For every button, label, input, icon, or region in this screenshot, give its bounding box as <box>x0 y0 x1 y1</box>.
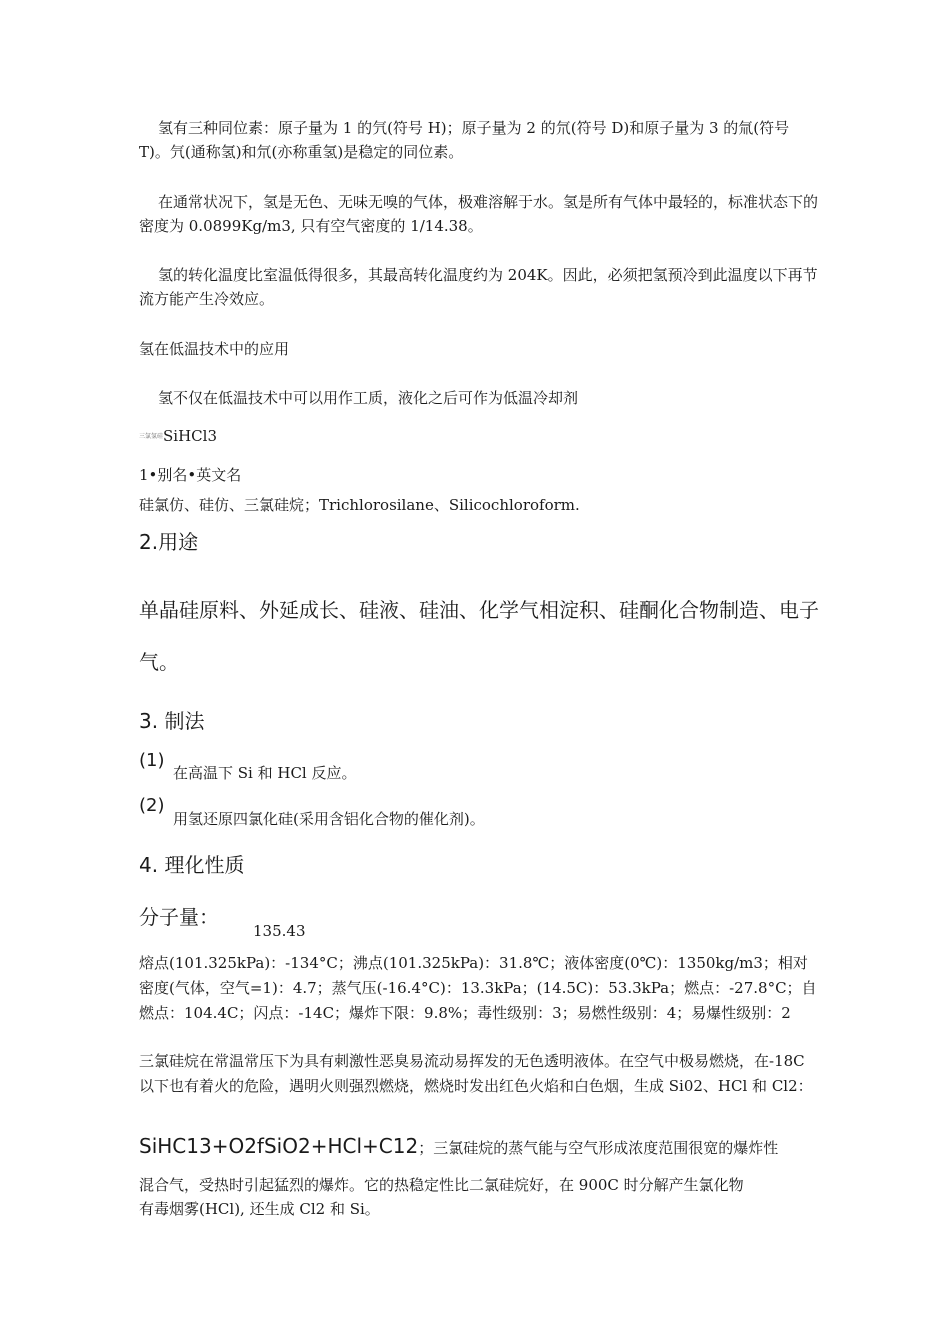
properties-text: 熔点(101.325kPa)：-134°C；沸点(101.325kPa)：31.8℃；液体密度(0℃)：1350kg/m3；相对密度(气体，空气=1)：4.7；蒸气压(-16.4°C)：13.3kPa；(14.5C)：53.3kPa；燃点：-27.8°C；自燃点：104.4C；闪点：-14C；爆炸下限：9.8%；毒性级别：3；易燃性级别：4；易爆性级别：2 <box>139 954 817 1022</box>
final-text-line-2: 有毒烟雾(HCl), 还生成 Cl2 和 Si。 <box>139 1200 380 1218</box>
section-title-low-temp: 氢在低温技术中的应用 <box>139 340 290 358</box>
tiny-prefix-text: 三氯氢硅 <box>139 433 164 440</box>
formula-title: SiHCl3 <box>163 427 217 445</box>
paragraph-low-temp-use: 氢不仅在低温技术中可以用作工质，液化之后可作为低温冷却剂 <box>158 389 579 407</box>
method-item-text: 在高温下 Si 和 HCl 反应。 <box>173 764 357 782</box>
method-heading: 3. 制法 <box>139 709 205 733</box>
properties-heading: 4. 理化性质 <box>139 853 245 877</box>
molecular-weight-value: 135.43 <box>253 922 306 940</box>
formula-title-line <box>139 424 819 449</box>
reaction-equation: SiHC13+O2fSiO2+HCl+C12 <box>139 1134 419 1158</box>
molecular-weight-label: 分子量： <box>139 905 219 929</box>
paragraph-hydrogen-isotopes: 氢有三种同位素：原子量为 1 的氕(符号 H)；原子量为 2 的氘(符号 D)和原子量为 3 的氚(符号 T)。氕(通称氢)和氘(亦称重氢)是稳定的同位素。 <box>139 119 790 161</box>
paragraph-hydrogen-properties: 在通常状况下，氢是无色、无味无嗅的气体，极难溶解于水。氢是所有气体中最轻的，标准状态下的密度为 0.0899Kg/m3, 只有空气密度的 1/14.38。 <box>139 193 819 235</box>
reaction-line <box>139 1134 819 1160</box>
method-item-number: (1) <box>139 750 165 771</box>
method-item-text: 用氢还原四氯化硅(采用含铝化合物的催化剂)。 <box>173 810 485 828</box>
description-text: 三氯硅烷在常温常压下为具有刺激性恶臭易流动易挥发的无色透明液体。在空气中极易燃烧，在-18C 以下也有着火的危险，遇明火则强烈燃烧，燃烧时发出红色火焰和白色烟，生成 Si02、HCl 和 Cl2： <box>139 1052 813 1095</box>
method-item-number: (2) <box>139 795 165 816</box>
alias-heading: 1•别名•英文名 <box>139 466 242 484</box>
reaction-after-text: ；三氯硅烷的蒸气能与空气形成浓度范围很宽的爆炸性 <box>418 1139 779 1157</box>
paragraph-conversion-temperature: 氢的转化温度比室温低得很多，其最高转化温度约为 204K。因此，必须把氢预冷到此温度以下再节流方能产生冷效应。 <box>139 266 818 308</box>
final-text-line-1: 混合气，受热时引起猛烈的爆炸。它的热稳定性比二氯硅烷好，在 900C 时分解产生氯化物 <box>139 1176 744 1194</box>
alias-text: 硅氯仿、硅仿、三氯硅烷；Trichlorosilane、Silicochloroform. <box>139 496 580 514</box>
use-heading: 2.用途 <box>139 530 199 554</box>
use-text: 单晶硅原料、外延成长、硅液、硅油、化学气相淀积、硅酮化合物制造、电子气。 <box>139 598 819 674</box>
